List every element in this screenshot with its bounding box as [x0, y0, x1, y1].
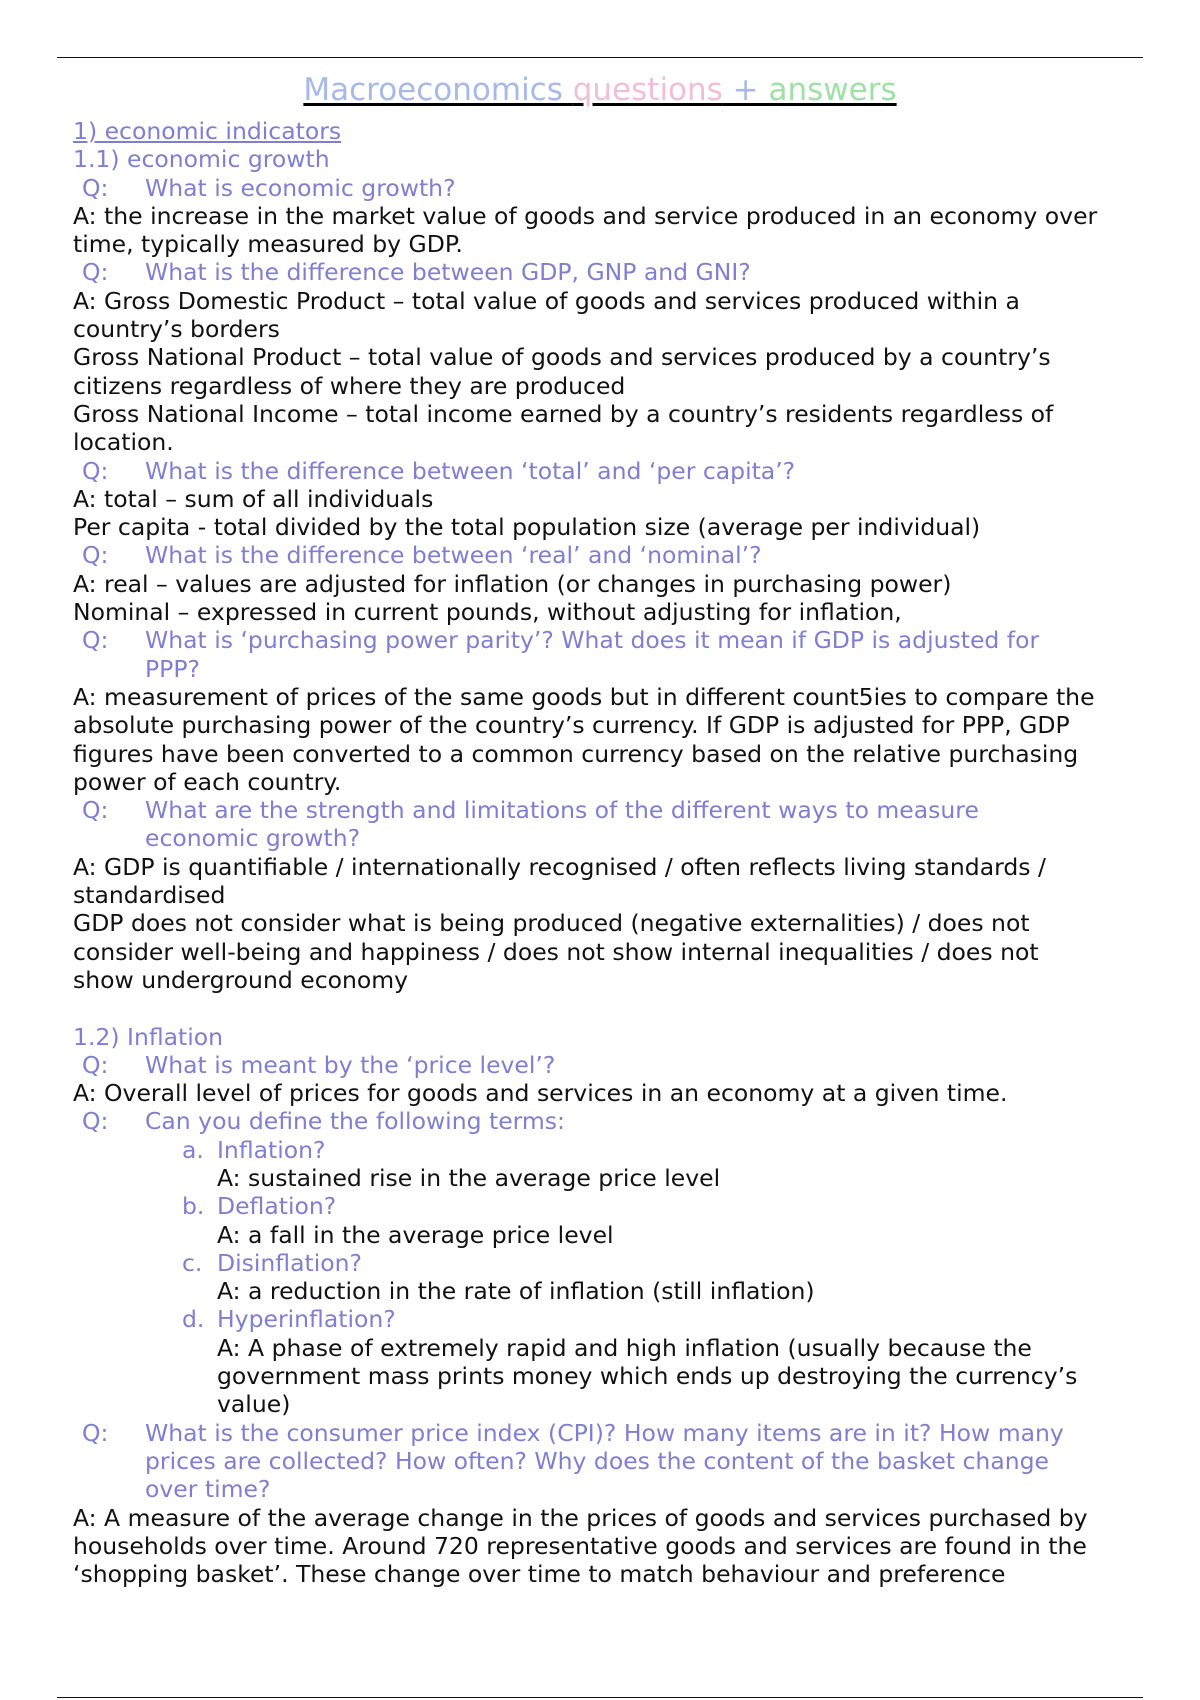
question-label: Q: [82, 1107, 109, 1136]
question-price-level [73, 1051, 1153, 1079]
answer-line: A: real – values are adjusted for inflation (or changes in purchasing power) [73, 569, 952, 598]
answer-line: Per capita - total divided by the total population size (average per individual) [73, 513, 981, 542]
question-text-continued: economic growth? [145, 824, 361, 853]
term-answer: A: sustained rise in the average price level [217, 1163, 721, 1192]
question-label: Q: [82, 626, 109, 655]
question-total-per-capita [73, 457, 1153, 485]
question-text-continued: over time? [145, 1475, 271, 1504]
question-gdp-gnp-gni [73, 258, 1153, 286]
answer-line: citizens regardless of where they are produced [73, 371, 626, 400]
answer-line: figures have been converted to a common currency based on the relative purchasing [73, 739, 1079, 768]
term-letter: b. [182, 1192, 205, 1221]
answer-line: A: A measure of the average change in the prices of goods and services purchased by [73, 1503, 1088, 1532]
term-text: Hyperinflation? [217, 1305, 396, 1334]
answer-line: time, typically measured by GDP. [73, 230, 463, 259]
question-ppp [73, 626, 1153, 654]
question-strengths-limitations [73, 796, 1153, 824]
subsection-heading-inflation: 1.2) Inflation [73, 1022, 224, 1051]
question-text: What is the difference between ‘real’ and ‘nominal’? [145, 541, 762, 570]
question-label: Q: [82, 796, 109, 825]
question-label: Q: [82, 173, 109, 202]
answer-line: standardised [73, 881, 226, 910]
question-text: What is the difference between GDP, GNP and GNI? [145, 258, 751, 287]
question-label: Q: [82, 1418, 109, 1447]
question-text: What is ‘purchasing power parity’? What does it mean if GDP is adjusted for [145, 626, 1040, 655]
question-text-continued: prices are collected? How often? Why does the content of the basket change [145, 1446, 1049, 1475]
question-label: Q: [82, 1050, 109, 1079]
document-title [0, 70, 1200, 110]
question-label: Q: [82, 541, 109, 570]
title-part-questions: questions [572, 72, 723, 108]
answer-line: A: the increase in the market value of goods and service produced in an economy over [73, 201, 1098, 230]
spacer [73, 994, 1153, 1022]
term-letter: a. [182, 1135, 204, 1164]
term-answer: government mass prints money which ends up destroying the currency’s [217, 1362, 1078, 1391]
term-letter: d. [182, 1305, 205, 1334]
term-answer: A: A phase of extremely rapid and high inflation (usually because the [217, 1333, 1032, 1362]
answer-line: location. [73, 428, 174, 457]
term-answer: A: a reduction in the rate of inflation (still inflation) [217, 1277, 815, 1306]
term-inflation [73, 1136, 1153, 1164]
answer-line: Gross National Income – total income earned by a country’s residents regardless of [73, 399, 1054, 428]
answer-line: A: measurement of prices of the same goods but in different count5ies to compare the [73, 682, 1095, 711]
answer-line: A: total – sum of all individuals [73, 484, 434, 513]
term-deflation [73, 1192, 1153, 1220]
document-body [73, 117, 1153, 1588]
answer-line: A: GDP is quantifiable / internationally recognised / often reflects living standards / [73, 852, 1046, 881]
answer-line: Gross National Product – total value of goods and services produced by a country’s [73, 343, 1051, 372]
answer-line: households over time. Around 720 representative goods and services are found in the [73, 1531, 1087, 1560]
answer-line: power of each country. [73, 767, 342, 796]
term-hyperinflation [73, 1305, 1153, 1333]
question-economic-growth [73, 174, 1153, 202]
question-text: What are the strength and limitations of the different ways to measure [145, 796, 979, 825]
answer-line: A: Gross Domestic Product – total value of goods and services produced within a [73, 286, 1020, 315]
question-label: Q: [82, 456, 109, 485]
term-text: Disinflation? [217, 1248, 362, 1277]
subsection-heading-economic-growth: 1.1) economic growth [73, 145, 330, 174]
answer-line: absolute purchasing power of the country’s currency. If GDP is adjusted for PPP, GDP [73, 711, 1070, 740]
question-text: What is the difference between ‘total’ and ‘per capita’? [145, 456, 796, 485]
question-cpi [73, 1419, 1153, 1447]
question-define-terms [73, 1107, 1153, 1135]
question-label: Q: [82, 258, 109, 287]
answer-line: consider well-being and happiness / does not show internal inequalities / does not [73, 937, 1039, 966]
question-real-nominal [73, 541, 1153, 569]
title-part-macroeconomics: Macroeconomics [303, 72, 573, 108]
answer-line: show underground economy [73, 965, 409, 994]
bottom-rule [57, 1697, 1143, 1698]
answer-line: Nominal – expressed in current pounds, without adjusting for inflation, [73, 598, 902, 627]
title-part-plus: + [722, 72, 769, 108]
question-text: Can you define the following terms: [145, 1107, 565, 1136]
term-text: Deflation? [217, 1192, 337, 1221]
title-part-answers: answers [768, 72, 897, 108]
section-heading-economic-indicators: 1) economic indicators [73, 117, 342, 145]
term-answer: value) [217, 1390, 291, 1419]
answer-line: country’s borders [73, 315, 280, 344]
question-text: What is the consumer price index (CPI)? How many items are in it? How many [145, 1418, 1064, 1447]
question-text: What is economic growth? [145, 173, 456, 202]
answer-line: ‘shopping basket’. These change over time to match behaviour and preference [73, 1560, 1006, 1589]
term-disinflation [73, 1249, 1153, 1277]
top-rule [57, 57, 1143, 58]
answer-line: GDP does not consider what is being produced (negative externalities) / does not [73, 909, 1030, 938]
answer-line: A: Overall level of prices for goods and services in an economy at a given time. [73, 1079, 1008, 1108]
term-answer: A: a fall in the average price level [217, 1220, 614, 1249]
question-text: What is meant by the ‘price level’? [145, 1050, 556, 1079]
question-text-continued: PPP? [145, 654, 200, 683]
term-text: Inflation? [217, 1135, 326, 1164]
term-letter: c. [182, 1248, 203, 1277]
